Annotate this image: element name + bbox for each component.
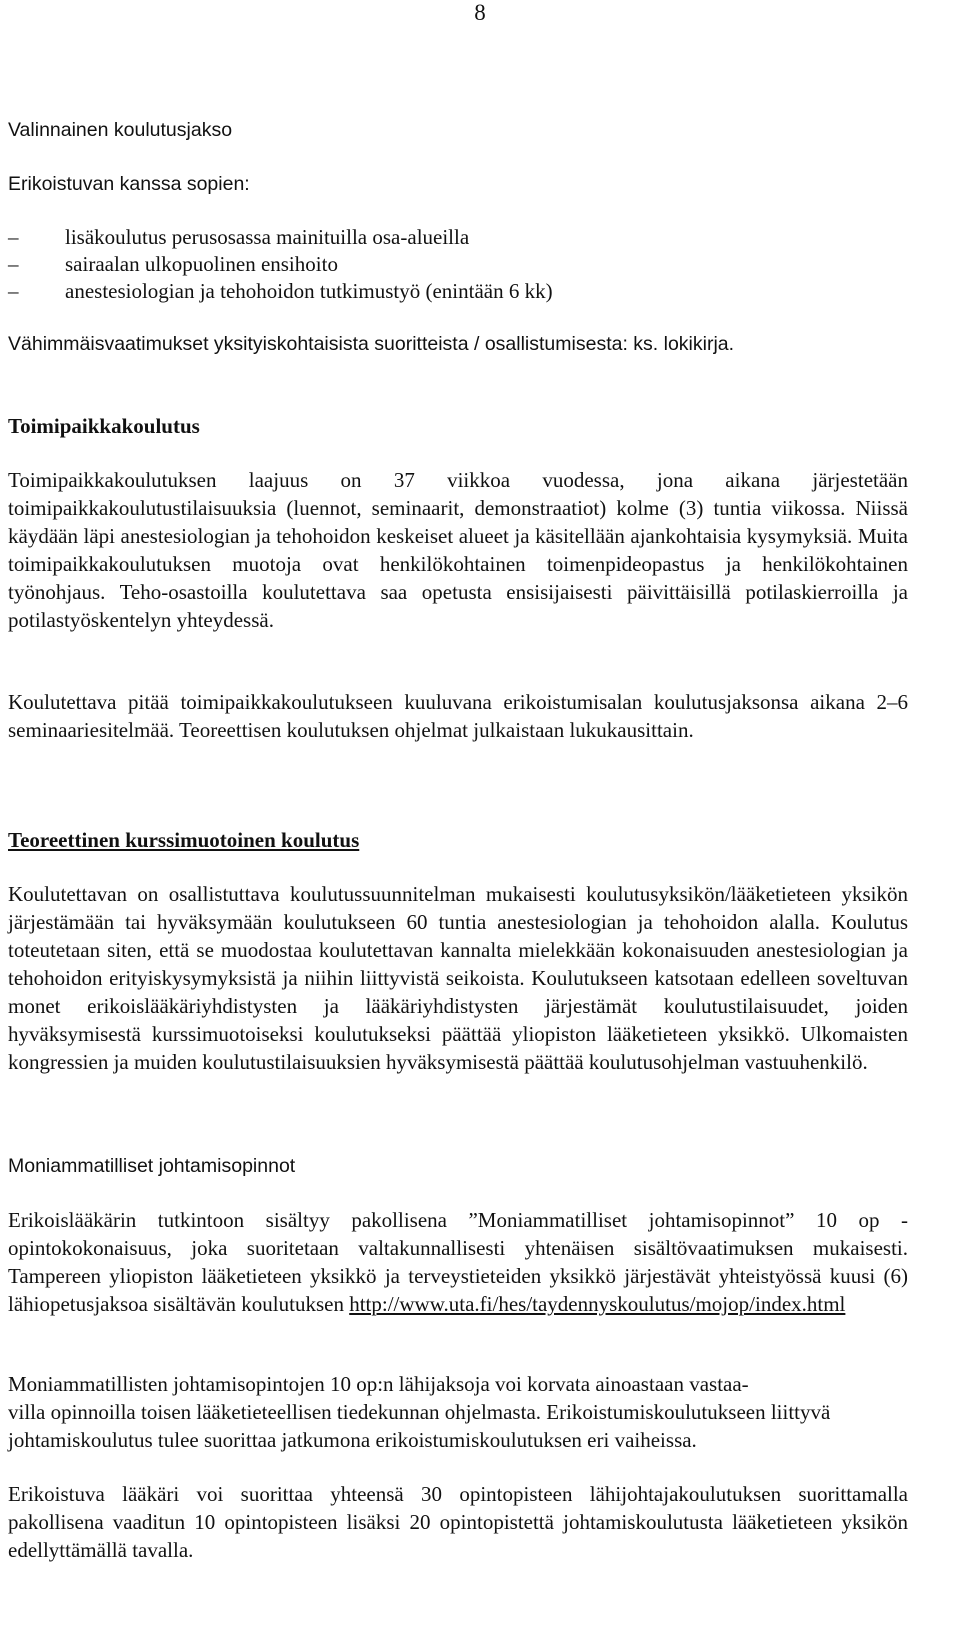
management-studies-heading: Moniammatilliset johtamisopinnot [8,1155,296,1177]
list-item-text: sairaalan ulkopuolinen ensihoito [65,252,338,276]
management-studies-paragraph [8,1206,908,1318]
workplace-training-paragraph: Toimipaikkakoulutuksen laajuus on 37 viikkoa vuodessa, jona aikana järjestetään toimipaikkakoulutustilaisuuksia (luennot, seminaarit, demonstraatiot) kolme (3) tuntia viikossa. Niissä käydään läpi anestesiologian ja tehohoidon keskeiset alueet ja käsitellään ajankohtaisia kysymyksiä. Muita toimipaikkakoulutuksen muotoja ovat henkilökohtainen toimenpideopastus ja henkilökohtainen työnohjaus. Teho-osastoilla koulutettava saa opetusta ensisijaisesti päivittäisillä potilaskierroilla ja potilastyöskentelyn yhteydessä. [8,468,908,632]
substitution-line-1: Moniammatillisten johtamisopintojen 10 op:n lähijaksoja voi korvata ainoastaan vastaa- [8,1372,749,1396]
list-item-text: anestesiologian ja tehohoidon tutkimustyö (enintään 6 kk) [65,279,553,303]
leadership-paragraph: Erikoistuva lääkäri voi suorittaa yhteensä 30 opintopisteen lähijohtajakoulutuksen suorittamalla pakollisena vaaditun 10 opintopisteen lisäksi 20 opintopistettä johtamiskoulutusta lääketieteen yksikön edellyttämällä tavalla. [8,1482,908,1562]
dash-bullet: – [8,279,19,303]
optional-item-list [8,224,908,305]
list-item [8,251,908,278]
course-link[interactable]: http://www.uta.fi/hes/taydennyskoulutus/mojop/index.html [349,1292,846,1316]
management-studies-text: Erikoislääkärin tutkintoon sisältyy pakollisena ”Moniammatilliset johtamisopinnot” 10 op -opintokokonaisuus, joka suoritetaan valtakunnallisesti yhtenäisen sisältövaatimuksen mukaisesti. Tampereen yliopiston lääketieteen yksikkö ja terveystieteiden yksikkö järjestävät yhteistyössä kuusi (6) lähiopetusjaksoa sisältävän koulutuksen [8,1208,908,1316]
list-item [8,224,908,251]
seminar-paragraph: Koulutettava pitää toimipaikkakoulutukseen kuuluvana erikoistumisalan koulutusjaksonsa aikana 2–6 seminaariesitelmää. Teoreettisen koulutuksen ohjelmat julkaistaan lukukausittain. [8,690,908,742]
logbook-note: Vähimmäisvaatimukset yksityiskohtaisista suoritteista / osallistumisesta: ks. lokikirja. [8,333,735,355]
workplace-training-heading: Toimipaikkakoulutus [8,414,200,438]
list-item [8,278,908,305]
list-item-text: lisäkoulutus perusosassa mainituilla osa-alueilla [65,225,470,249]
dash-bullet: – [8,252,19,276]
optional-section-heading: Valinnainen koulutusjakso [8,119,233,141]
optional-intro: Erikoistuvan kanssa sopien: [8,173,250,195]
substitution-rest: villa opinnoilla toisen lääketieteellisen tiedekunnan ohjelmasta. Erikoistumiskoulutukseen liittyvä johtamiskoulutus tulee suorittaa jatkumona erikoistumiskoulutuksen eri vaiheissa. [8,1400,831,1452]
substitution-paragraph [8,1370,908,1454]
theoretical-training-heading: Teoreettinen kurssimuotoinen koulutus [8,828,360,852]
dash-bullet: – [8,225,19,249]
page-number: 8 [474,0,486,25]
theoretical-training-paragraph: Koulutettavan on osallistuttava koulutussuunnitelman mukaisesti koulutusyksikön/lääketieteen yksikön järjestämään tai hyväksymään koulutukseen 60 tuntia anestesiologian ja tehohoidon alalla. Koulutus toteutetaan siten, että se muodostaa koulutettavan kannalta mielekkään kokonaisuuden anestesiologian ja tehohoidon erityiskysymyksistä ja niihin liittyvistä seikoista. Koulutukseen katsotaan edelleen soveltuvan monet erikoislääkäriyhdistysten ja lääkäriyhdistysten järjestämät koulutustilaisuudet, joiden hyväksymisestä kurssimuotoiseksi koulutukseksi päättää yliopiston lääketieteen yksikkö. Ulkomaisten kongressien ja muiden koulutustilaisuuksien hyväksymisestä päättää koulutusohjelman vastuuhenkilö. [8,882,908,1074]
